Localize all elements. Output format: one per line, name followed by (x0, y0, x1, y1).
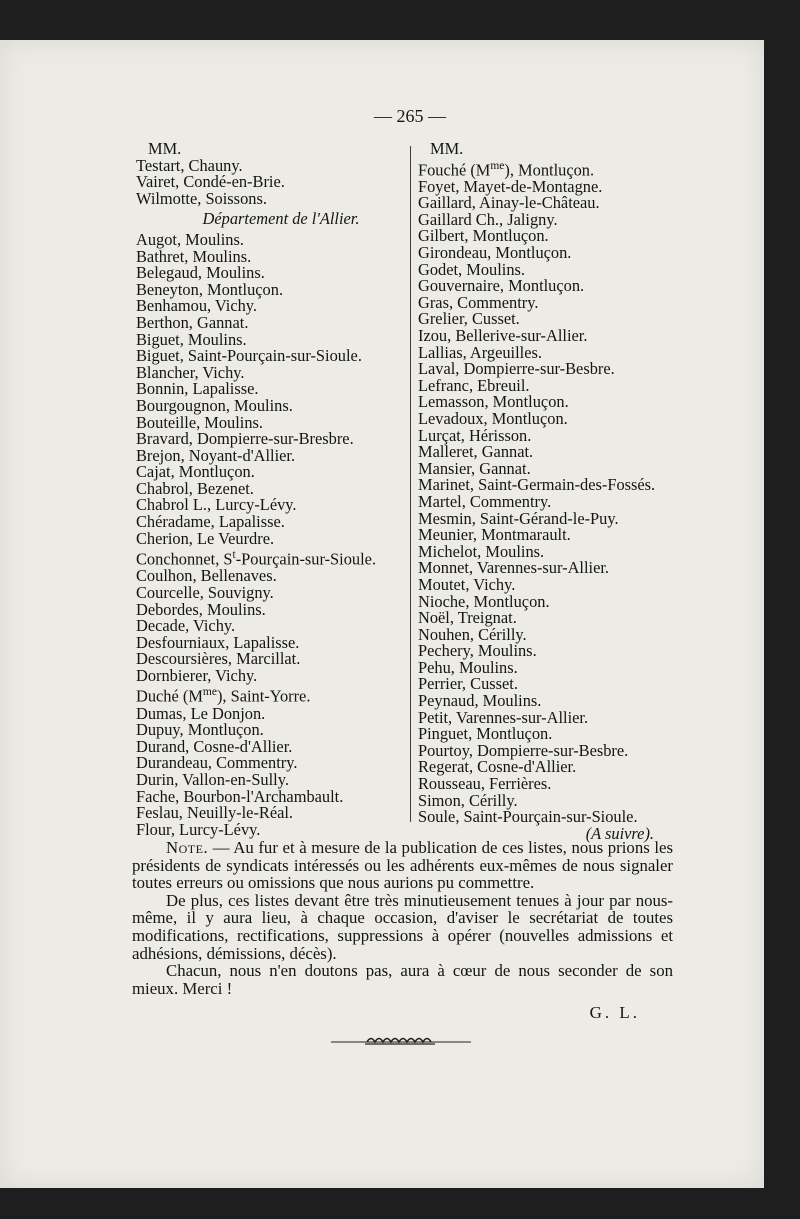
list-item: Martel, Commentry. (418, 491, 552, 511)
list-item: Bathret, Moulins. (136, 246, 252, 266)
list-item: Duché $(M^{me})$, Saint-Yorre. (136, 686, 311, 706)
list-item: Augot, Moulins. (136, 229, 244, 249)
list-item: Courcelle, Souvigny. (136, 582, 274, 602)
list-item: Pehu, Moulins. (418, 657, 518, 677)
note-paragraph-3: Chacun, nous n'en doutons pas, aura à cœur de nous seconder de son mieux. Merci ! (132, 961, 673, 998)
note-paragraph-2: De plus, ces listes devant être très minutieusement tenues à jour par nous-même, il y aura lieu, à chaque occasion, d'aviser le secrétariat de toutes modifications, rectifications, suppressions à opérer (nouvelles admissions et adhésions, démissions, décès). (132, 890, 673, 963)
list-item: Soule, Saint-Pourçain-sur-Sioule. (418, 807, 638, 827)
list-item: Benhamou, Vichy. (136, 296, 258, 316)
list-item: Mansier, Gannat. (418, 458, 531, 478)
list-item: Lallias, Argeuilles. (418, 342, 542, 362)
left-column (136, 141, 406, 838)
list-item: Fouché $(M^{me})$, Montluçon. (418, 159, 595, 180)
left-top-list (136, 155, 406, 208)
left-column-header: MM. (148, 139, 182, 158)
list-item: Gras, Commentry. (418, 292, 539, 312)
list-item: Cherion, Le Veurdre. (136, 528, 275, 548)
list-item: Girondeau, Montluçon. (418, 243, 572, 263)
list-item: Belegaud, Moulins. (136, 263, 265, 283)
list-item: Gilbert, Montluçon. (418, 226, 549, 246)
list-item: Beneyton, Montluçon. (136, 279, 284, 299)
note-paragraph-1: — Au fur et à mesure de la publication de ces listes, nous prions les présidents de syndicats intéressés ou les adhérents eux-mêmes de nous signaler toutes erreurs ou omissions que nous aurions pu commettre. (132, 838, 673, 893)
list-item: Gaillard, Ainay-le-Château. (418, 193, 600, 213)
list-item: Bonnin, Lapalisse. (136, 379, 259, 399)
list-item: Durin, Vallon-en-Sully. (136, 769, 289, 789)
list-item: Berthon, Gannat. (136, 312, 249, 332)
list-item: Desfourniaux, Lapalisse. (136, 632, 300, 652)
list-item: Gaillard Ch., Jaligny. (418, 209, 558, 229)
list-item: Brejon, Noyant-d'Allier. (136, 445, 296, 465)
list-item: Noël, Treignat. (418, 608, 517, 628)
list-item: Moutet, Vichy. (418, 574, 516, 594)
list-item: Testart, Chauny. (136, 155, 243, 175)
list-item: Lefranc, Ebreuil. (418, 375, 530, 395)
list-item: Dumas, Le Donjon. (136, 703, 266, 723)
list-item: Decade, Vichy. (136, 616, 236, 636)
list-item: Debordes, Moulins. (136, 599, 266, 619)
list-item: Biguet, Saint-Pourçain-sur-Sioule. (136, 346, 362, 366)
list-item: Pourtoy, Dompierre-sur-Besbre. (418, 740, 629, 760)
list-item: Izou, Bellerive-sur-Allier. (418, 326, 588, 345)
list-item: Levadoux, Montluçon. (418, 408, 568, 428)
left-member-list (136, 229, 406, 839)
list-item: Feslau, Neuilly-le-Réal. (136, 803, 294, 823)
list-item: Dornbierer, Vichy. (136, 665, 258, 685)
list-item: Biguet, Moulins. (136, 329, 247, 349)
list-item: Durand, Cosne-d'Allier. (136, 736, 293, 756)
right-member-list (418, 158, 668, 826)
list-item: Grelier, Cusset. (418, 309, 520, 329)
list-item: Cajat, Montluçon. (136, 462, 255, 482)
list-item: Lemasson, Montluçon. (418, 392, 569, 412)
list-item: Michelot, Moulins. (418, 541, 545, 561)
list-item: Perrier, Cusset. (418, 674, 518, 694)
list-item: Durandeau, Commentry. (136, 753, 298, 773)
list-item: Pechery, Moulins. (418, 641, 537, 661)
note-label: Note. (166, 838, 209, 857)
list-item: Chabrol L., Lurcy-Lévy. (136, 495, 297, 515)
list-item: Coulhon, Bellenaves. (136, 566, 277, 586)
list-item: Peynaud, Moulins. (418, 691, 542, 711)
list-item: Malleret, Gannat. (418, 442, 534, 462)
list-item: Laval, Dompierre-sur-Besbre. (418, 359, 615, 379)
right-column-header: MM. (430, 139, 464, 158)
list-item: Chabrol, Bezenet. (136, 478, 254, 498)
list-item: Petit, Varennes-sur-Allier. (418, 707, 589, 727)
list-item: Simon, Cérilly. (418, 790, 518, 810)
list-item: Flour, Lurcy-Lévy. (136, 819, 261, 839)
column-divider (410, 146, 411, 822)
list-item: Fache, Bourbon-l'Archambault. (136, 786, 344, 806)
list-item: Monnet, Varennes-sur-Allier. (418, 558, 610, 578)
list-item: Blancher, Vichy. (136, 362, 245, 382)
list-item: Foyet, Mayet-de-Montagne. (418, 176, 603, 196)
list-item: Bourgougnon, Moulins. (136, 395, 293, 415)
list-item: Bravard, Dompierre-sur-Bresbre. (136, 429, 354, 449)
list-item: Rousseau, Ferrières. (418, 774, 552, 794)
list-item: Conchonnet, $S^t-Pourçain-sur$-Sioule. (136, 549, 377, 569)
list-item: Chéradame, Lapalisse. (136, 512, 285, 532)
list-item: Nioche, Montluçon. (418, 591, 550, 611)
list-item: Godet, Moulins. (418, 259, 525, 279)
list-item: Descoursières, Marcillat. (136, 649, 301, 669)
list-item: Lurçat, Hérisson. (418, 425, 532, 445)
right-column (418, 141, 668, 842)
list-item: Pinguet, Montluçon. (418, 724, 553, 744)
signature: G. L. (589, 1003, 640, 1022)
editorial-note (132, 839, 673, 997)
list-item: Wilmotte, Soissons. (136, 188, 267, 208)
continued-note: (A suivre). (585, 823, 654, 843)
list-item: Meunier, Montmarault. (418, 525, 571, 545)
list-item: Nouhen, Cérilly. (418, 624, 527, 644)
list-item: Gouvernaire, Montluçon. (418, 276, 585, 296)
department-heading: Département de l'Allier. (202, 209, 360, 229)
list-item: Marinet, Saint-Germain-des-Fossés. (418, 475, 656, 495)
page-number: — 265 — (374, 106, 446, 126)
list-item: Dupuy, Montluçon. (136, 720, 264, 740)
ornament-divider-icon (331, 1033, 471, 1047)
list-item: Regerat, Cosne-d'Allier. (418, 757, 577, 777)
list-item: Mesmin, Saint-Gérand-le-Puy. (418, 508, 619, 528)
list-item: Bouteille, Moulins. (136, 412, 264, 432)
list-item: Vairet, Condé-en-Brie. (136, 172, 285, 192)
